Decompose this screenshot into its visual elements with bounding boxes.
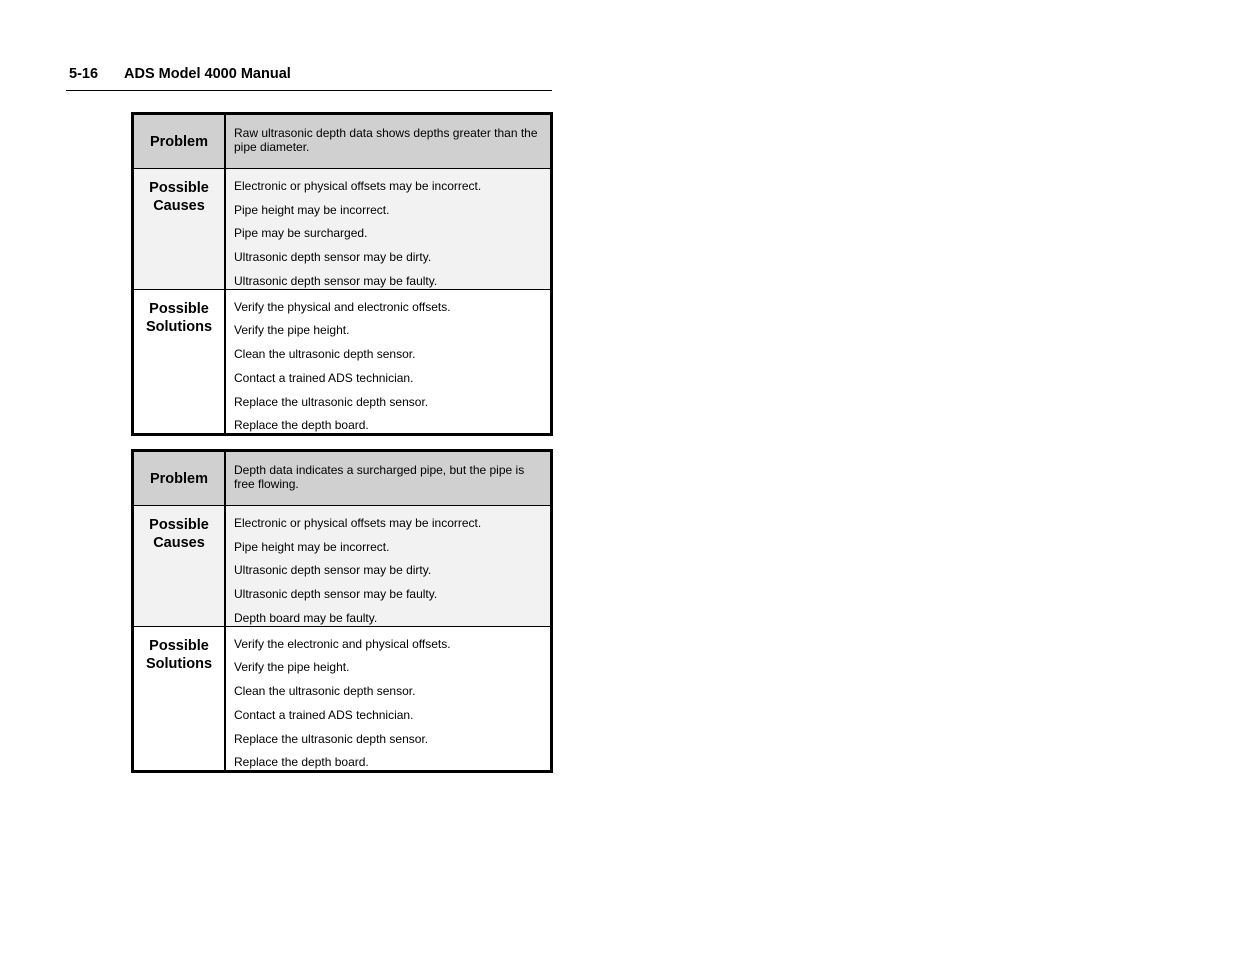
solutions-label-line-1: Possible	[149, 637, 209, 654]
solutions-label	[133, 626, 226, 771]
cause-item: Electronic or physical offsets may be incorrect.	[234, 179, 482, 193]
causes-list-cell	[225, 506, 552, 627]
cause-item: Ultrasonic depth sensor may be faulty.	[234, 273, 438, 288]
solutions-label-line-1: Possible	[149, 300, 209, 317]
cause-item: Ultrasonic depth sensor may be dirty.	[234, 563, 432, 578]
causes-label	[133, 506, 226, 627]
solutions-list	[226, 627, 550, 770]
solution-item: Replace the ultrasonic depth sensor.	[234, 394, 429, 409]
cause-item: Electronic or physical offsets may be incorrect.	[234, 516, 482, 530]
solutions-label-line-2: Solutions	[145, 655, 213, 672]
solutions-label-line-2: Solutions	[145, 318, 213, 335]
causes-row	[133, 169, 552, 290]
causes-list-cell	[225, 169, 552, 290]
cause-item: Pipe height may be incorrect.	[234, 539, 390, 554]
causes-label-line-1: Possible	[149, 180, 209, 196]
solution-item: Replace the depth board.	[234, 755, 369, 770]
causes-label-line-2: Causes	[153, 198, 205, 214]
solution-item: Replace the depth board.	[234, 418, 369, 433]
causes-list	[226, 169, 550, 289]
solution-item: Clean the ultrasonic depth sensor.	[234, 684, 416, 699]
solution-item: Replace the ultrasonic depth sensor.	[234, 731, 429, 746]
page-number: 5-16	[69, 66, 99, 82]
solutions-row	[133, 289, 552, 434]
causes-list	[226, 506, 550, 626]
problem-row	[133, 451, 552, 506]
problem-label: Problem	[133, 114, 226, 169]
solutions-list-cell	[225, 626, 552, 771]
troubleshooting-table-2	[131, 449, 553, 773]
problem-label: Problem	[133, 451, 226, 506]
solutions-list-cell	[225, 289, 552, 434]
manual-title: ADS Model 4000 Manual	[124, 66, 291, 82]
cause-item: Pipe may be surcharged.	[234, 226, 368, 241]
cause-item: Ultrasonic depth sensor may be faulty.	[234, 587, 438, 602]
cause-item: Depth board may be faulty.	[234, 610, 378, 625]
causes-label	[133, 169, 226, 290]
page-header	[66, 66, 552, 91]
solution-item: Verify the pipe height.	[234, 323, 350, 338]
solution-item: Verify the electronic and physical offsets.	[234, 636, 451, 651]
solution-item: Verify the physical and electronic offsets.	[234, 299, 451, 314]
solution-item: Clean the ultrasonic depth sensor.	[234, 347, 416, 362]
causes-label-line-1: Possible	[149, 517, 209, 533]
causes-label-line-2: Causes	[153, 535, 205, 551]
solutions-label	[133, 289, 226, 434]
cause-item: Ultrasonic depth sensor may be dirty.	[234, 250, 432, 265]
problem-description: Depth data indicates a surcharged pipe, but the pipe is free flowing.	[225, 451, 552, 506]
solution-item: Contact a trained ADS technician.	[234, 370, 414, 385]
solutions-row	[133, 626, 552, 771]
solution-item: Contact a trained ADS technician.	[234, 707, 414, 722]
problem-description: Raw ultrasonic depth data shows depths greater than the pipe diameter.	[225, 114, 552, 169]
causes-row	[133, 506, 552, 627]
solutions-list	[226, 290, 550, 433]
troubleshooting-table-1	[131, 112, 553, 436]
problem-row	[133, 114, 552, 169]
cause-item: Pipe height may be incorrect.	[234, 202, 390, 217]
solution-item: Verify the pipe height.	[234, 660, 350, 675]
